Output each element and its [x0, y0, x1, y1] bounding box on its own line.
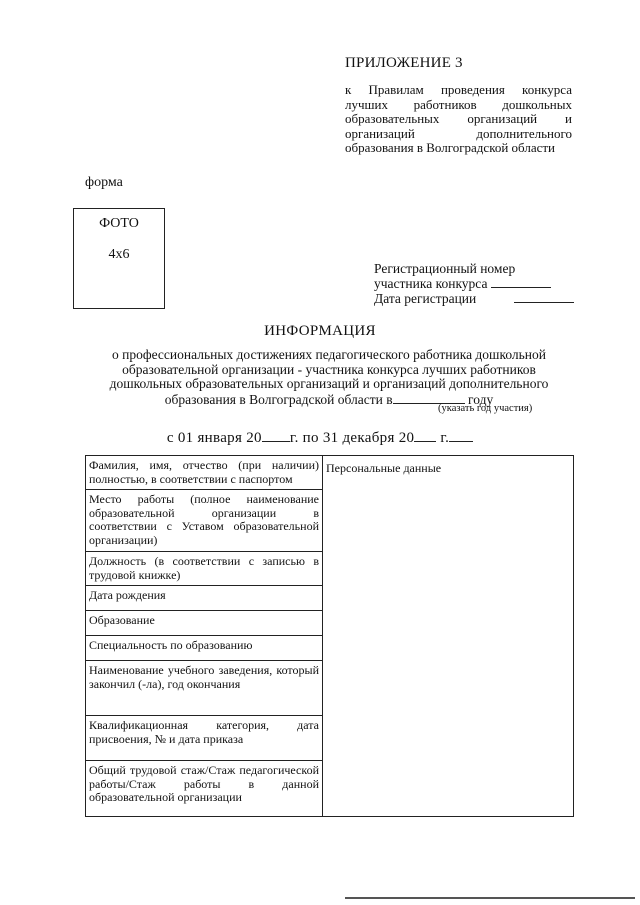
period-to-year-field[interactable]	[414, 427, 436, 442]
photo-label: ФОТО	[99, 216, 139, 231]
period-from-year-field[interactable]	[262, 427, 290, 442]
personal-data-table	[85, 455, 574, 817]
photo-size: 4x6	[108, 247, 130, 262]
period-line	[0, 427, 640, 447]
table-row-label: Образование	[86, 611, 323, 636]
table-row-label: Должность (в соответствии с записью в трудовой книжке)	[86, 552, 323, 586]
info-subtitle-year: году	[468, 391, 494, 407]
table-row-label: Квалификационная категория, дата присвоения, № и дата приказа	[86, 716, 323, 761]
period-end: г.	[440, 430, 450, 446]
table-row-label: Наименование учебного заведения, который закончил (-ла), год окончания	[86, 661, 323, 716]
info-subtitle-text: о профессиональных достижениях педагогического работника дошкольной образовательной организации - участника конкурса лучших работников дошкольных образовательных организаций и организаций дополнительного образования в Волгоградской области	[109, 347, 549, 407]
table-row-label: Общий трудовой стаж/Стаж педагогической работы/Стаж работы в данной образовательной организации	[86, 761, 323, 817]
period-end-field[interactable]	[449, 427, 473, 442]
table-row-label: Фамилия, имя, отчество (при наличии) полностью, в соответствии с паспортом	[86, 456, 323, 490]
personal-data-cell[interactable]	[323, 456, 574, 817]
table-row-label: Место работы (полное наименование образовательной организации в соответствии с Уставом образовательной организации)	[86, 490, 323, 552]
participation-year-field[interactable]	[393, 392, 465, 404]
period-mid: г. по 31 декабря 20	[289, 430, 415, 446]
info-title: ИНФОРМАЦИЯ	[264, 323, 376, 339]
bottom-divider	[345, 897, 635, 899]
table-row-label: Дата рождения	[86, 586, 323, 611]
appendix-title: ПРИЛОЖЕНИЕ 3	[345, 55, 463, 71]
registration-number-label: Регистрационный номер	[374, 261, 516, 276]
registration-number-field[interactable]	[491, 276, 551, 288]
table-row-label: Специальность по образованию	[86, 636, 323, 661]
registration-block	[374, 261, 574, 306]
form-label: форма	[85, 175, 123, 190]
info-subtitle-in: в	[386, 391, 393, 407]
registration-date-label: Дата регистрации	[374, 291, 477, 306]
participation-year-note: (указать год участия)	[438, 403, 533, 414]
personal-data-label: Персональные данные	[326, 461, 442, 475]
registration-date-field[interactable]	[514, 291, 574, 303]
info-subtitle	[85, 348, 573, 407]
appendix-description: к Правилам проведения конкурса лучших работников дошкольных образовательных организаций и организаций дополнительного образования в Волгоградской области	[345, 82, 572, 155]
photo-placeholder	[73, 208, 165, 309]
period-from: с 01 января 20	[166, 430, 262, 446]
registration-participant-label: участника конкурса	[374, 276, 488, 291]
